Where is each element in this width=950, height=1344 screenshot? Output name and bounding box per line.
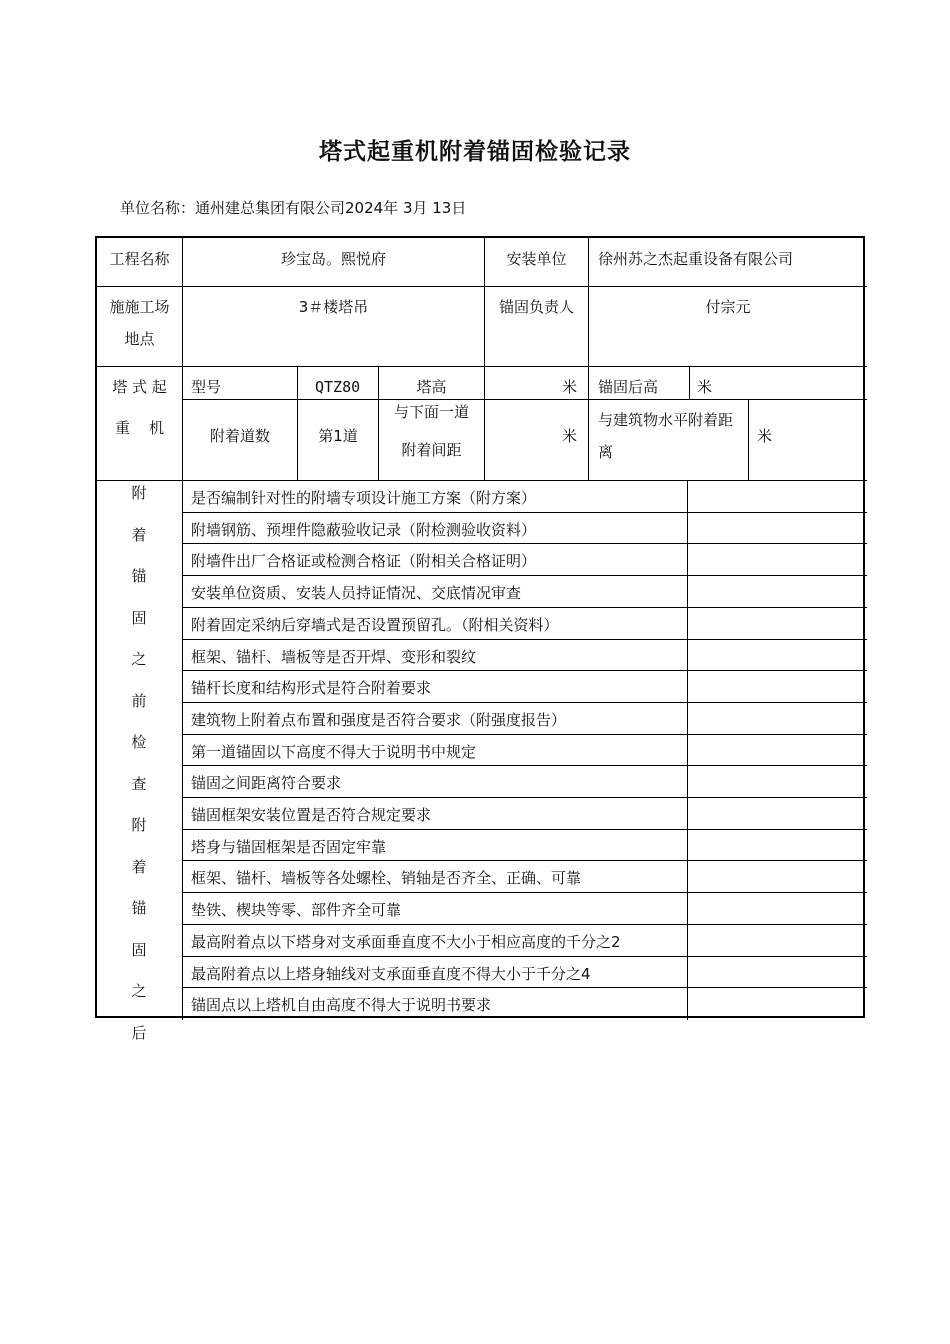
anchor-person-value: 付宗元 [705, 298, 751, 316]
check-result-cell[interactable] [688, 988, 867, 1019]
unit-line: 单位名称：通州建总集团有限公司2024年 3月 13日 [120, 199, 467, 217]
section-label-char: 附 [131, 816, 147, 834]
check-item: 锚固框架安装位置是否符合规定要求 [191, 806, 432, 824]
anchor-person-label: 锚固负责人 [498, 298, 574, 316]
spacing-unit: 米 [562, 427, 578, 445]
check-item: 附着固定采纳后穿墙式是否设置预留孔。（附相关资料） [191, 616, 559, 634]
section-label-char: 前 [131, 692, 147, 710]
tower-height-unit: 米 [562, 378, 578, 396]
spacing-label-line1: 与下面一道 [393, 403, 469, 421]
section-label-char: 锚 [131, 899, 147, 917]
check-result-cell[interactable] [688, 735, 867, 766]
document-title: 塔式起重机附着锚固检验记录 [319, 139, 631, 165]
check-result-cell[interactable] [688, 798, 867, 829]
section-label-char: 后 [131, 1024, 147, 1042]
check-result-cell[interactable] [688, 861, 867, 892]
section-label-char: 着 [131, 858, 147, 876]
section-label-char: 之 [131, 982, 147, 1000]
rule [182, 399, 867, 400]
check-item: 最高附着点以下塔身对支承面垂直度不大小于相应高度的千分之2 [191, 933, 621, 951]
horizontal-distance-label-line2: 离 [598, 443, 614, 461]
check-result-cell[interactable] [688, 703, 867, 734]
check-item: 附墙件出厂合格证或检测合格证（附相关合格证明） [191, 552, 537, 570]
horizontal-distance-label-line1: 与建筑物水平附着距 [598, 411, 734, 429]
rule [588, 238, 589, 480]
inspection-table [95, 236, 865, 1042]
check-item: 垫铁、楔块等零、部件齐全可靠 [191, 901, 402, 919]
model-value: QTZ80 [315, 378, 361, 396]
check-result-cell[interactable] [688, 513, 867, 544]
checklist [97, 480, 867, 1020]
check-item: 第一道锚固以下高度不得大于说明书中规定 [191, 743, 477, 761]
check-result-cell[interactable] [688, 576, 867, 607]
after-anchor-height-unit: 米 [697, 378, 713, 396]
check-result-cell[interactable] [688, 925, 867, 956]
site-value: 3＃楼塔吊 [298, 298, 369, 316]
rule [182, 480, 183, 1020]
rule [97, 366, 867, 367]
rule [97, 286, 867, 287]
check-item: 锚杆长度和结构形式是符合附着要求 [191, 679, 432, 697]
check-result-cell[interactable] [688, 893, 867, 924]
site-label-line1: 施施工场 [109, 298, 170, 316]
check-item: 锚固之间距离符合要求 [191, 774, 342, 792]
check-item: 建筑物上附着点布置和强度是否符合要求（附强度报告） [191, 711, 567, 729]
crane-label-line1: 塔 式 起 [112, 378, 167, 396]
check-result-cell[interactable] [688, 544, 867, 575]
check-result-cell[interactable] [688, 608, 867, 639]
check-item: 框架、锚杆、墙板等是否开焊、变形和裂纹 [191, 648, 477, 666]
check-result-cell[interactable] [688, 957, 867, 988]
check-result-cell[interactable] [688, 830, 867, 861]
project-name-value: 珍宝岛。熙悦府 [280, 250, 386, 268]
check-result-cell[interactable] [688, 671, 867, 702]
spacing-label-line2: 附着间距 [401, 441, 462, 459]
tower-height-label: 塔高 [416, 378, 447, 396]
section-label-char: 检 [131, 733, 147, 751]
check-item: 塔身与锚固框架是否固定牢靠 [191, 838, 387, 856]
check-item: 最高附着点以上塔身轴线对支承面垂直度不得大小于千分之4 [191, 965, 591, 983]
check-item: 安装单位资质、安装人员持证情况、交底情况审查 [191, 584, 522, 602]
check-item: 附墙钢筋、预埋件隐蔽验收记录（附检测验收资料） [191, 521, 537, 539]
model-label: 型号 [191, 378, 222, 396]
section-label-char: 之 [131, 650, 147, 668]
section-label-char: 着 [131, 526, 147, 544]
check-result-cell[interactable] [688, 766, 867, 797]
attach-count-value: 第1道 [318, 427, 358, 445]
after-anchor-height-label: 锚固后高 [598, 378, 659, 396]
section-label-char: 固 [131, 941, 147, 959]
horizontal-distance-unit: 米 [757, 427, 773, 445]
install-unit-value: 徐州苏之杰起重设备有限公司 [598, 250, 794, 268]
install-unit-label: 安装单位 [506, 250, 567, 268]
project-name-label: 工程名称 [109, 250, 170, 268]
section-label-char: 锚 [131, 567, 147, 585]
check-result-cell[interactable] [688, 481, 867, 512]
attach-count-label: 附着道数 [209, 427, 270, 445]
section-label-char: 附 [131, 484, 147, 502]
check-item: 框架、锚杆、墙板等各处螺栓、销轴是否齐全、正确、可靠 [191, 869, 582, 887]
check-result-cell[interactable] [688, 640, 867, 671]
section-label-char: 查 [131, 775, 147, 793]
rule [748, 399, 749, 480]
table-bottom-border [95, 1016, 865, 1018]
check-item: 锚固点以上塔机自由高度不得大于说明书要求 [191, 996, 492, 1014]
site-label-line2: 地点 [124, 330, 155, 348]
crane-label-line2: 重 机 [114, 419, 165, 437]
check-item: 是否编制针对性的附墙专项设计施工方案（附方案） [191, 489, 537, 507]
section-label-char: 固 [131, 609, 147, 627]
rule [689, 366, 690, 399]
